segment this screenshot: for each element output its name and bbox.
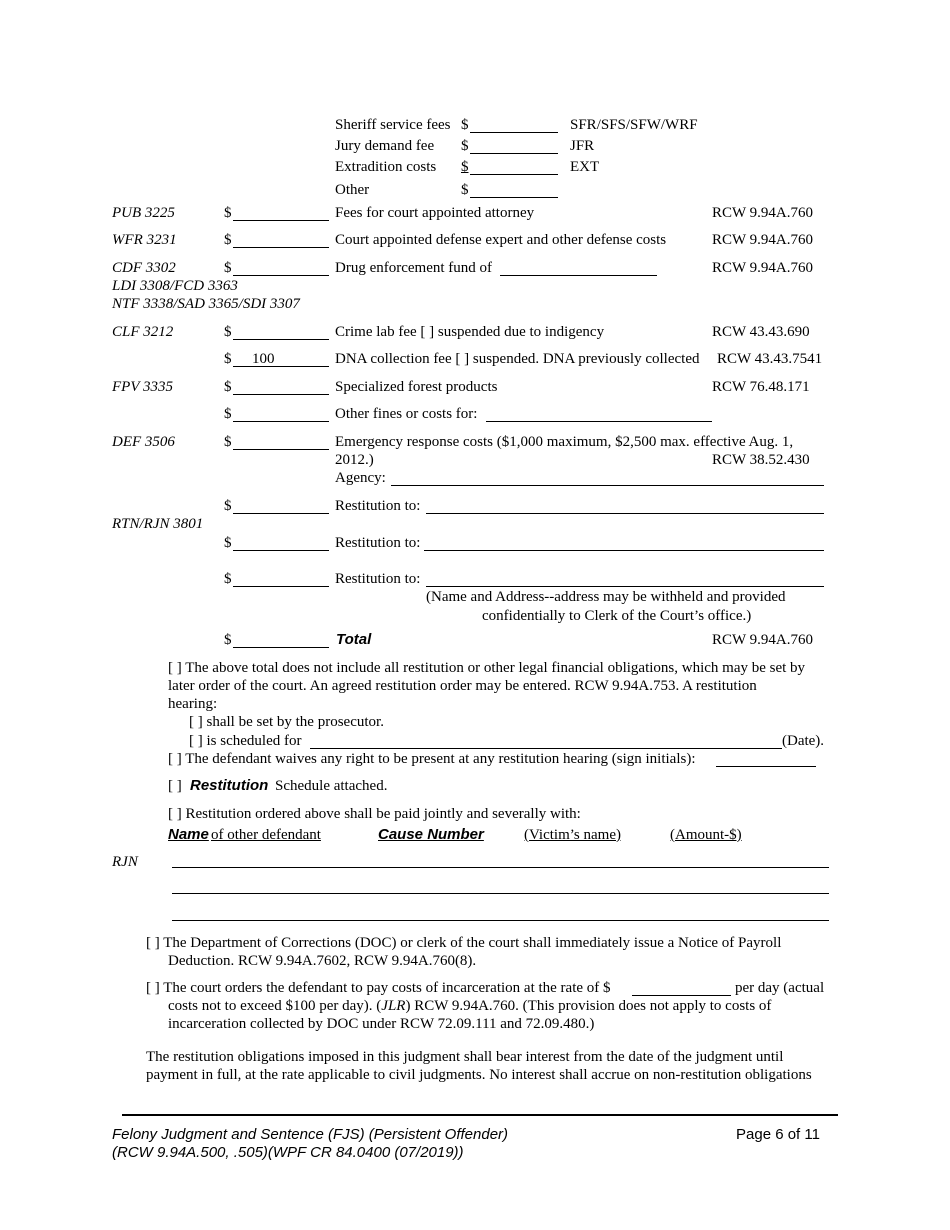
dollar-sign: $ (461, 117, 469, 133)
interest-line: The restitution obligations imposed in this judgment shall bear interest from the date of the judgment until (146, 1049, 784, 1065)
row-desc: Crime lab fee [ ] suspended due to indigency (335, 324, 605, 340)
incarceration-line-3: incarceration collected by DOC under RCW 72.09.111 and 72.09.480.) (168, 1016, 595, 1032)
page-number: Page 6 of 11 (736, 1126, 820, 1143)
row-desc: Other fines or costs for: (335, 406, 478, 422)
amount-field[interactable] (233, 647, 329, 648)
date-label: (Date). (782, 733, 825, 749)
jlr-code: JLR (381, 998, 406, 1014)
restitution-note: (Name and Address--address may be withheld and provided (426, 589, 786, 605)
rjn-label: RJN (112, 854, 138, 870)
restitution-note-2: confidentially to Clerk of the Court’s office.) (482, 608, 752, 624)
col-name: of other defendant (211, 827, 321, 843)
dollar-sign: $ (224, 498, 232, 514)
incarceration-line-end: per day (actual (735, 980, 825, 996)
restitution-label: Restitution to: (335, 535, 421, 551)
incarceration-line-2 (168, 997, 771, 1015)
col-cause-number: Cause Number (378, 826, 484, 843)
codefendant-row-line[interactable] (172, 920, 829, 921)
hearing-option-prosecutor[interactable]: [ ] shall be set by the prosecutor. (189, 714, 384, 730)
dollar-sign: $ (224, 535, 232, 551)
initials-field[interactable] (716, 766, 816, 767)
dna-amount: 100 (252, 351, 275, 367)
row-rcw: RCW 9.94A.760 (712, 232, 813, 248)
amount-field[interactable] (470, 174, 558, 175)
row-desc: Emergency response costs ($1,000 maximum, $2,500 max. effective Aug. 1, (335, 434, 794, 450)
row-code: RTN/RJN 3801 (112, 516, 204, 532)
restitution-paragraph-line: [ ] The above total does not include all restitution or other legal financial obligations, which may be set by (168, 660, 806, 676)
row-rcw: RCW 43.43.690 (712, 324, 810, 340)
amount-field[interactable] (233, 366, 329, 367)
restitution-to-field[interactable] (424, 550, 824, 551)
incarceration-line[interactable]: [ ] The court orders the defendant to pay costs of incarceration at the rate of $ (146, 980, 611, 996)
row-rcw: RCW 76.48.171 (712, 379, 810, 395)
dollar-sign: $ (224, 205, 232, 221)
joint-several-line[interactable]: [ ] Restitution ordered above shall be paid jointly and severally with: (168, 806, 581, 822)
row-code-2: LDI 3308/FCD 3363 (112, 278, 238, 294)
dollar-sign: $ (224, 406, 232, 422)
amount-field[interactable] (233, 247, 329, 248)
schedule-bold-label: Restitution (190, 777, 269, 794)
hearing-option-scheduled[interactable]: [ ] is scheduled for (189, 733, 302, 749)
dollar-sign: $ (224, 260, 232, 276)
col-name-bold: Name (168, 826, 209, 843)
rate-field[interactable] (632, 995, 731, 996)
row-desc-2: 2012.) (335, 452, 374, 468)
row-code: WFR 3231 (112, 232, 177, 248)
row-code: PUB 3225 (112, 205, 175, 221)
amount-field[interactable] (233, 339, 329, 340)
row-desc: Drug enforcement fund of (335, 260, 493, 276)
payroll-line-2: Deduction. RCW 9.94A.7602, RCW 9.94A.760(8). (168, 953, 477, 969)
amount-field[interactable] (233, 394, 329, 395)
hearing-date-field[interactable] (310, 748, 782, 749)
codefendant-row-line[interactable] (172, 867, 829, 868)
interest-line-2: payment in full, at the rate applicable to civil judgments. No interest shall accrue on non-restitution obligations (146, 1067, 812, 1083)
dollar-sign: $ (224, 232, 232, 248)
col-victim: (Victim’s name) (524, 827, 621, 843)
row-desc: DNA collection fee [ ] suspended. DNA previously collected (335, 351, 700, 367)
fee-label: Other (335, 182, 370, 198)
row-rcw: RCW 38.52.430 (712, 452, 810, 468)
col-amount: (Amount-$) (670, 827, 742, 843)
restitution-to-field[interactable] (426, 513, 824, 514)
schedule-label: Schedule attached. (275, 778, 388, 794)
restitution-label: Restitution to: (335, 571, 421, 587)
fund-name-field[interactable] (500, 275, 657, 276)
amount-field[interactable] (470, 153, 558, 154)
fee-label: Jury demand fee (335, 138, 435, 154)
row-desc: Fees for court appointed attorney (335, 205, 535, 221)
dollar-sign: $ (461, 182, 469, 198)
total-label: Total (336, 631, 372, 648)
row-rcw: RCW 9.94A.760 (712, 205, 813, 221)
fee-label: Sheriff service fees (335, 117, 451, 133)
row-desc: Court appointed defense expert and other defense costs (335, 232, 667, 248)
footer-subtitle: (RCW 9.94A.500, .505)(WPF CR 84.0400 (07/2019)) (112, 1144, 464, 1161)
fee-code: EXT (570, 159, 600, 175)
amount-field[interactable] (233, 550, 329, 551)
waive-checkbox-line[interactable]: [ ] The defendant waives any right to be present at any restitution hearing (sign initials): (168, 751, 696, 767)
row-code: CLF 3212 (112, 324, 174, 340)
dollar-sign: $ (461, 138, 469, 154)
agency-label: Agency: (335, 470, 386, 486)
restitution-to-field[interactable] (426, 586, 824, 587)
footer-divider (122, 1114, 838, 1116)
dollar-sign: $ (224, 434, 232, 450)
fee-code: SFR/SFS/SFW/WRF (570, 117, 698, 133)
row-desc: Specialized forest products (335, 379, 498, 395)
row-code-3: NTF 3338/SAD 3365/SDI 3307 (112, 296, 300, 312)
amount-field[interactable] (470, 197, 558, 198)
other-fines-field[interactable] (486, 421, 712, 422)
fee-code: JFR (570, 138, 595, 154)
fee-label: Extradition costs (335, 159, 437, 175)
payroll-line[interactable]: [ ] The Department of Corrections (DOC) or clerk of the court shall immediately issue a Notice of Payroll (146, 935, 782, 951)
amount-field[interactable] (470, 132, 558, 133)
dollar-sign: $ (224, 632, 232, 648)
row-rcw: RCW 43.43.7541 (717, 351, 823, 367)
dollar-sign: $ (224, 379, 232, 395)
restitution-paragraph-line: hearing: (168, 696, 218, 712)
amount-field[interactable] (233, 449, 329, 450)
row-rcw: RCW 9.94A.760 (712, 260, 813, 276)
amount-field[interactable] (233, 421, 329, 422)
incarceration-text: costs not to exceed $100 per day). ( (168, 998, 382, 1014)
dollar-sign: $ (224, 324, 232, 340)
row-code: CDF 3302 (112, 260, 176, 276)
agency-field[interactable] (391, 485, 824, 486)
restitution-label: Restitution to: (335, 498, 421, 514)
row-code: DEF 3506 (112, 434, 175, 450)
amount-field[interactable] (233, 513, 329, 514)
amount-field[interactable] (233, 275, 329, 276)
restitution-paragraph-line: later order of the court. An agreed restitution order may be entered. RCW 9.94A.753. A restitution (168, 678, 757, 694)
schedule-checkbox[interactable]: [ ] (168, 778, 182, 794)
dollar-sign: $ (461, 159, 469, 175)
codefendant-row-line[interactable] (172, 893, 829, 894)
row-code: FPV 3335 (112, 379, 173, 395)
dollar-sign: $ (224, 351, 232, 367)
incarceration-text: ) RCW 9.94A.760. (This provision does not apply to costs of (405, 998, 772, 1014)
amount-field[interactable] (233, 220, 329, 221)
footer-title: Felony Judgment and Sentence (FJS) (Persistent Offender) (112, 1126, 509, 1143)
amount-field[interactable] (233, 586, 329, 587)
row-rcw: RCW 9.94A.760 (712, 632, 813, 648)
dollar-sign: $ (224, 571, 232, 587)
